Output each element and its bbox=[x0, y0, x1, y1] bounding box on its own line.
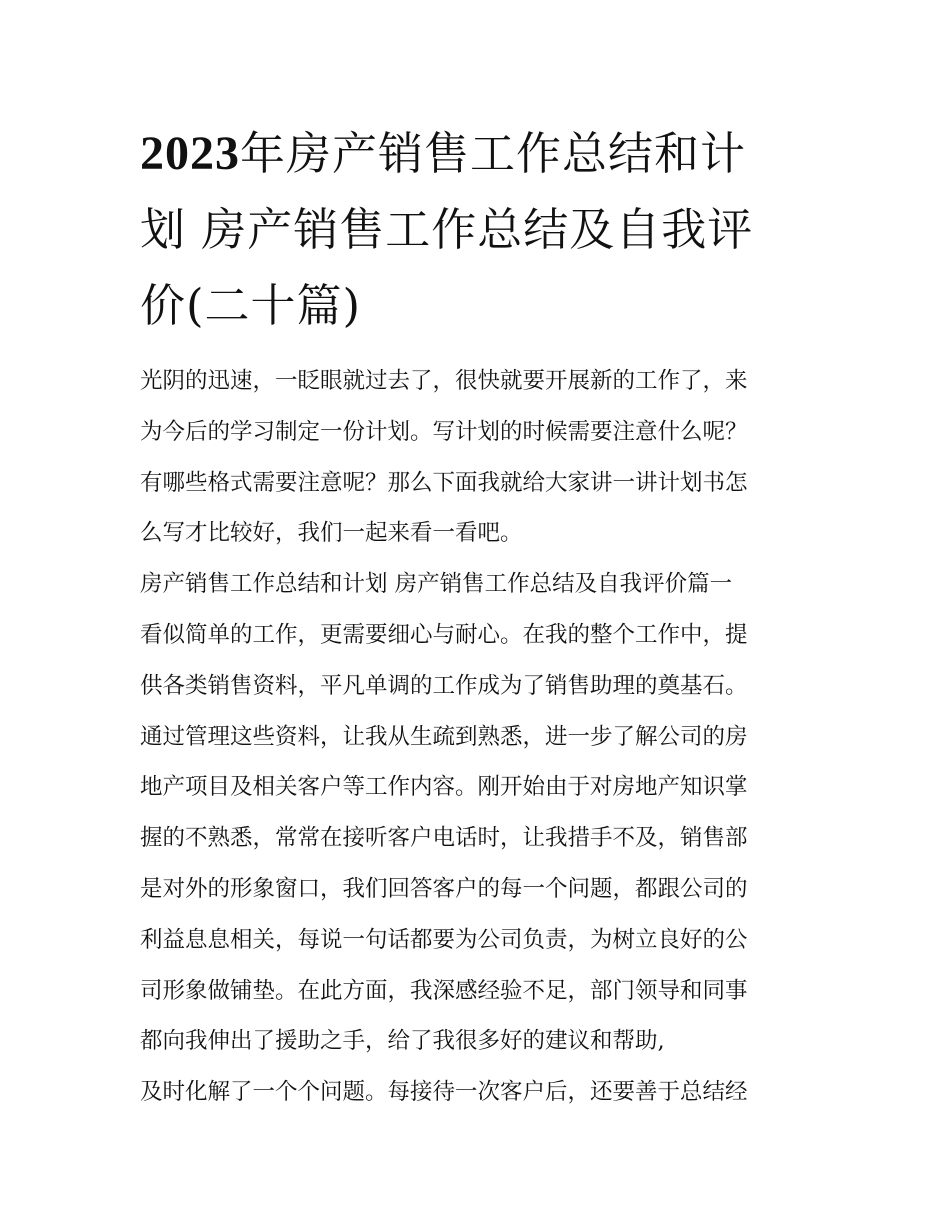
title-line-3: 价(二十篇) bbox=[140, 279, 362, 332]
body-line: 司形象做铺垫。在此方面，我深感经验不足，部门领导和同事 bbox=[140, 977, 748, 1004]
body-line: 是对外的形象窗口，我们回答客户的每一个问题，都跟公司的 bbox=[140, 875, 748, 902]
title-line-2: 划 房产销售工作总结及自我评 bbox=[140, 203, 754, 256]
body-line: 地产项目及相关客户等工作内容。刚开始由于对房地产知识掌 bbox=[140, 774, 748, 801]
body-line: 握的不熟悉，常常在接听客户电话时，让我措手不及，销售部 bbox=[140, 825, 748, 852]
document-body bbox=[140, 356, 820, 1118]
body-line: 及时化解了一个个问题。每接待一次客户后，还要善于总结经 bbox=[140, 1079, 748, 1106]
body-line: 通过管理这些资料，让我从生疏到熟悉，进一步了解公司的房 bbox=[140, 723, 748, 750]
title-text: 年房产销售工作总结和计 bbox=[240, 127, 747, 180]
body-line: 供各类销售资料，平凡单调的工作成为了销售助理的奠基石。 bbox=[140, 672, 748, 699]
title-year: 2023 bbox=[140, 127, 240, 180]
document-title bbox=[140, 116, 820, 344]
body-line: 么写才比较好，我们一起来看一看吧。 bbox=[140, 520, 523, 547]
body-line: 光阴的迅速，一眨眼就过去了，很快就要开展新的工作了，来 bbox=[140, 368, 748, 394]
body-line: 看似简单的工作，更需要细心与耐心。在我的整个工作中，提 bbox=[140, 621, 748, 648]
section-heading: 房产销售工作总结和计划 房产销售工作总结及自我评价篇一 bbox=[140, 571, 733, 598]
body-line: 都向我伸出了援助之手，给了我很多好的建议和帮助, bbox=[140, 1028, 665, 1055]
body-line: 有哪些格式需要注意呢？那么下面我就给大家讲一讲计划书怎 bbox=[140, 469, 748, 496]
title-line-1 bbox=[140, 116, 820, 192]
body-line: 为今后的学习制定一份计划。写计划的时候需要注意什么呢？ bbox=[140, 418, 748, 445]
body-line: 利益息息相关，每说一句话都要为公司负责，为树立良好的公 bbox=[140, 926, 748, 953]
